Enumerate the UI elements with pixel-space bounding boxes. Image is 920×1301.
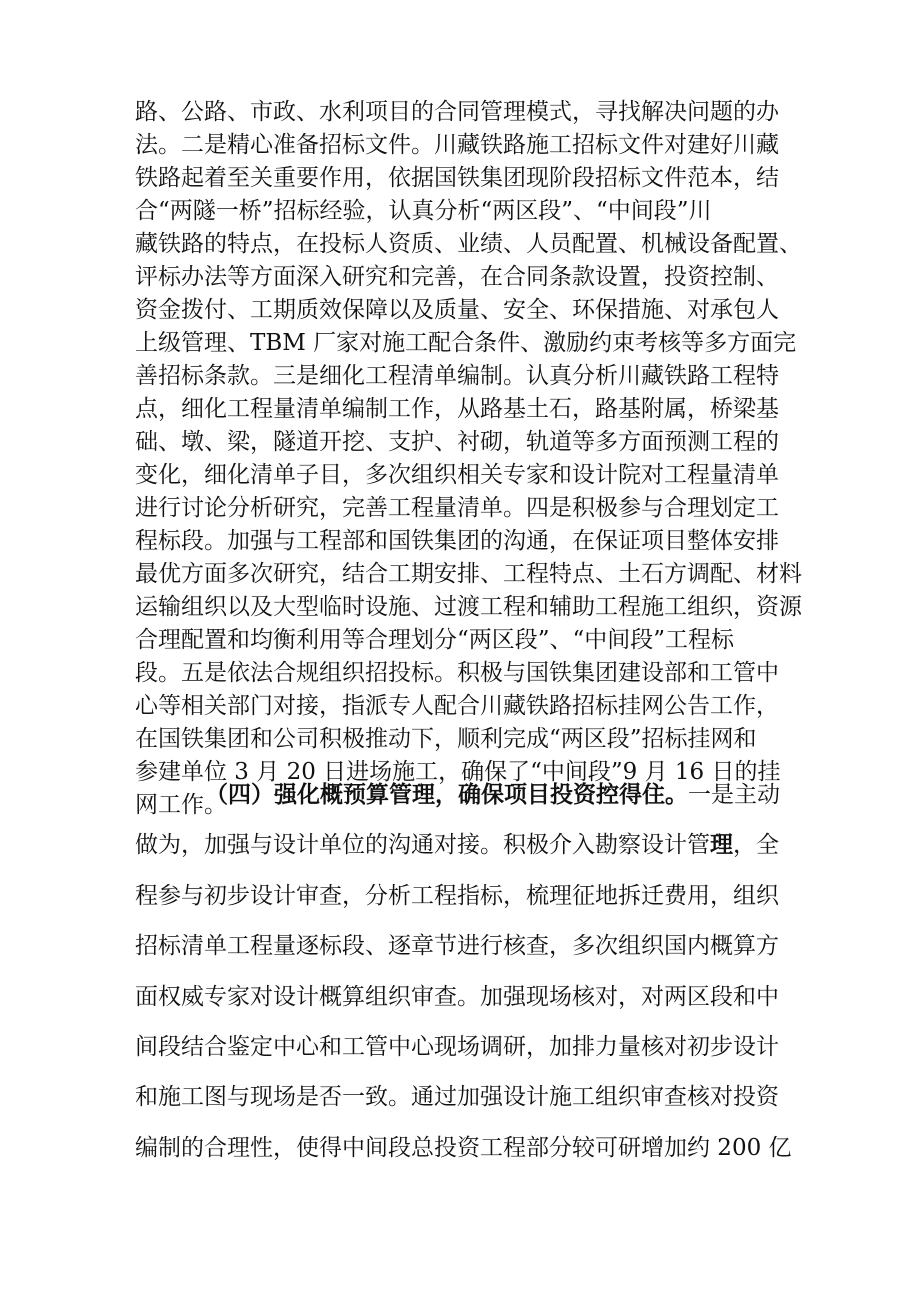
text-line: 运输组织以及大型临时设施、过渡工程和辅助工程施工组织，资源 — [135, 594, 802, 620]
text-run: 一是主动 — [688, 782, 780, 808]
text-line: 程参与初步设计审查，分析工程指标，梳理征地拆迁费用，组织 — [135, 882, 779, 909]
text-line: 编制的合理性，使得中间段总投资工程部分较可研增加约 200 亿 — [135, 1134, 792, 1161]
text-line: 和施工图与现场是否一致。通过加强设计施工组织审查核对投资 — [135, 1084, 779, 1111]
text-line: 铁路起着至关重要作用，依据国铁集团现阶段招标文件范本，结 — [135, 165, 779, 191]
text-line: 参建单位 3 月 20 日进场施工，确保了“中间段”9 月 16 日的挂 — [135, 759, 781, 785]
text-line: 进行讨论分析研究，完善工程量清单。四是积极参与合理划定工 — [135, 495, 779, 521]
text-line: 合“两隧一桥”招标经验，认真分析“两区段”、“中间段”川 — [135, 198, 712, 224]
text-line: 段。五是依法合规组织招投标。积极与国铁集团建设部和工管中 — [135, 660, 779, 686]
text-line: 评标办法等方面深入研究和完善，在合同条款设置，投资控制、 — [135, 264, 779, 290]
text-line: 在国铁集团和公司积极推动下，顺利完成“两区段”招标挂网和 — [135, 726, 757, 752]
text-line: 招标清单工程量逐标段、逐章节进行核查，多次组织国内概算方 — [135, 933, 779, 960]
text-run: 做为，加强与设计单位的沟通对接。积极介入勘察设计管 — [135, 832, 710, 859]
paragraph-bidding — [135, 96, 802, 822]
text-line: 面权威专家对设计概算组织审查。加强现场核对，对两区段和中 — [135, 983, 779, 1010]
text-line: 变化，细化清单子目，多次组织相关专家和设计院对工程量清单 — [135, 462, 779, 488]
text-line — [135, 820, 795, 870]
text-line: 础、墩、梁，隧道开挖、支护、衬砌，轨道等多方面预测工程的 — [135, 429, 779, 455]
section-heading-line — [135, 770, 795, 820]
text-line: 法。二是精心准备招标文件。川藏铁路施工招标文件对建好川藏 — [135, 132, 779, 158]
text-line: 程标段。加强与工程部和国铁集团的沟通，在保证项目整体安排 — [135, 528, 779, 554]
text-line: 最优方面多次研究，结合工期安排、工程特点、土石方调配、材料 — [135, 561, 802, 587]
bold-text-run: 理 — [710, 831, 733, 859]
text-line: 心等相关部门对接，指派专人配合川藏铁路招标挂网公告工作， — [135, 693, 779, 719]
text-line: 上级管理、TBM 厂家对施工配合条件、激励约束考核等多方面完 — [135, 330, 797, 356]
text-line: 资金拨付、工期质效保障以及质量、安全、环保措施、对承包人 — [135, 297, 779, 323]
text-line: 合理配置和均衡利用等合理划分“两区段”、“中间段”工程标 — [135, 627, 735, 653]
text-line: 藏铁路的特点，在投标人资质、业绩、人员配置、机械设备配置、 — [135, 231, 802, 257]
text-run: ，全 — [733, 832, 779, 859]
text-line: 间段结合鉴定中心和工管中心现场调研，加排力量核对初步设计 — [135, 1034, 779, 1061]
text-line: 网工作。 — [135, 792, 227, 818]
text-line: 点，细化工程量清单编制工作，从路基土石，路基附属，桥梁基 — [135, 396, 779, 422]
text-line: 善招标条款。三是细化工程清单编制。认真分析川藏铁路工程特 — [135, 363, 779, 389]
paragraph-budget — [135, 770, 795, 1173]
section-heading: （四）强化概预算管理，确保项目投资控得住。 — [205, 781, 688, 808]
text-line: 路、公路、市政、水利项目的合同管理模式，寻找解决问题的办 — [135, 99, 779, 125]
